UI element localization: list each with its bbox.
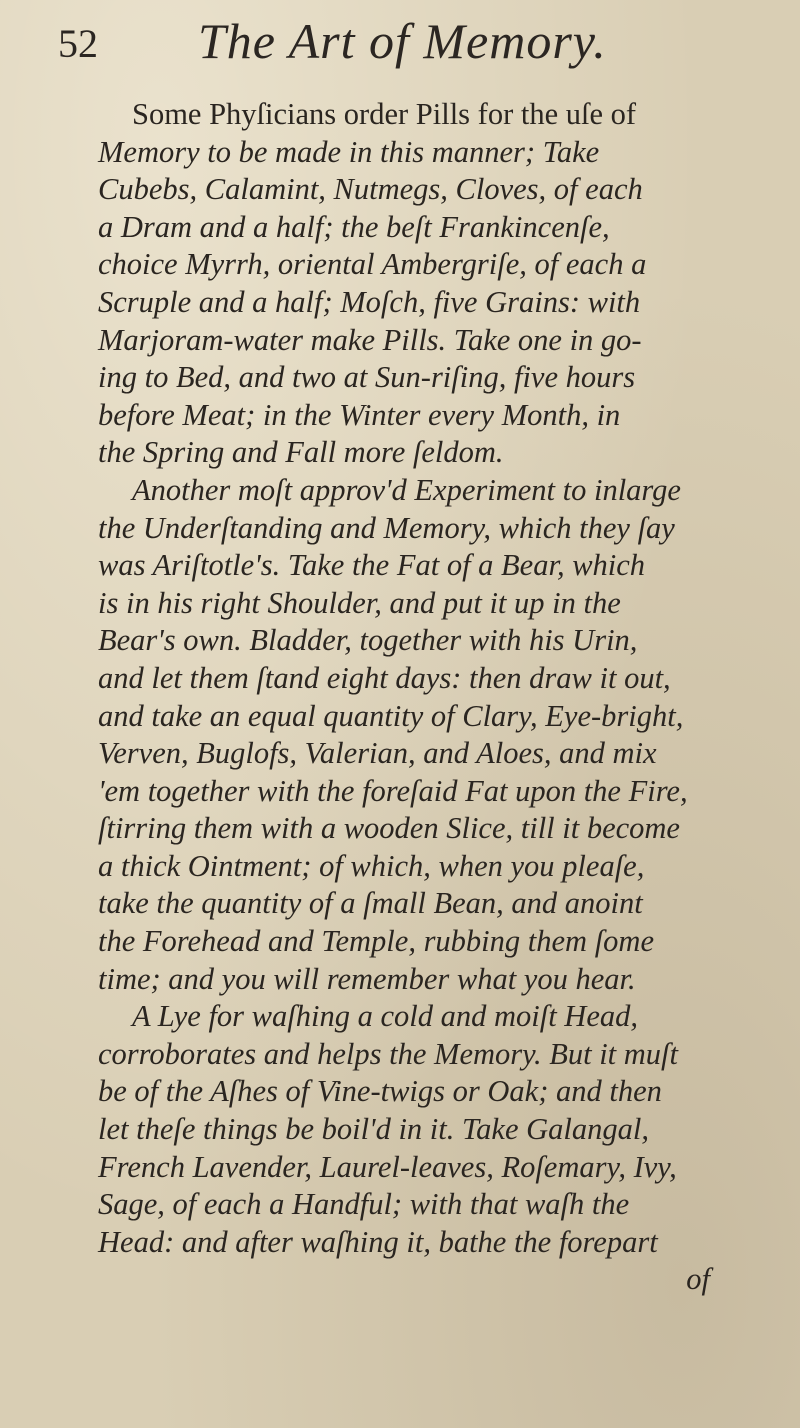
text-line: let theſe things be boil'd in it. Take Galangal,: [98, 1112, 649, 1147]
text-line: Marjoram-water make Pills. Take one in go-: [98, 322, 642, 357]
body-text: [98, 96, 758, 1299]
text-line: Head: and after waſhing it, bathe the forepart: [98, 1224, 658, 1259]
text-line: Cubebs, Calamint, Nutmegs, Cloves, of each: [98, 172, 643, 207]
text-line: Verven, Buglofs, Valerian, and Aloes, and mix: [98, 736, 657, 771]
text-line: Memory to be made in this manner; Take: [98, 134, 600, 169]
running-title: The Art of Memory.: [198, 13, 607, 69]
text-line: the Spring and Fall more ſeldom.: [98, 435, 504, 470]
text-line: Sage, of each a Handful; with that waſh the: [98, 1187, 630, 1222]
text-line: corroborates and helps the Memory. But it muſt: [98, 1036, 679, 1071]
text-line: time; and you will remember what you hear.: [98, 961, 636, 996]
text-line: and let them ſtand eight days: then draw it out,: [98, 660, 671, 695]
text-line: choice Myrrh, oriental Ambergriſe, of each a: [98, 247, 647, 282]
page-number: 52: [58, 21, 98, 66]
text-line: before Meat; in the Winter every Month, in: [98, 397, 621, 432]
text-line: Another moſt approv'd Experiment to inlarge: [132, 472, 681, 507]
text-line: take the quantity of a ſmall Bean, and anoint: [98, 886, 643, 921]
text-line: Bear's own. Bladder, together with his Urin,: [98, 623, 638, 658]
text-line: Scruple and a half; Moſch, five Grains: with: [98, 284, 641, 319]
text-line: A Lye for waſhing a cold and moiſt Head,: [132, 999, 638, 1034]
text-line: a thick Ointment; of which, when you pleaſe,: [98, 848, 645, 883]
catchword: of: [686, 1262, 710, 1297]
text-line: was Ariſtotle's. Take the Fat of a Bear, which: [98, 548, 646, 583]
text-line: Some Phyſicians order Pills for the uſe of: [132, 97, 637, 131]
text-line: 'em together with the foreſaid Fat upon the Fire,: [98, 773, 688, 808]
text-line: French Lavender, Laurel-leaves, Roſemary, Ivy,: [98, 1149, 677, 1184]
text-line: and take an equal quantity of Clary, Eye-bright,: [98, 698, 684, 733]
text-line: be of the Aſhes of Vine-twigs or Oak; and then: [98, 1074, 662, 1109]
page-header: [58, 12, 758, 82]
text-line: ſtirring them with a wooden Slice, till it become: [98, 811, 680, 846]
text-line: a Dram and a half; the beſt Frankincenſe,: [98, 209, 610, 244]
text-line: the Forehead and Temple, rubbing them ſome: [98, 924, 654, 959]
text-line: the Underſtanding and Memory, which they ſay: [98, 510, 675, 545]
text-line: ing to Bed, and two at Sun-riſing, five hours: [98, 360, 636, 395]
text-line: is in his right Shoulder, and put it up in the: [98, 585, 621, 620]
